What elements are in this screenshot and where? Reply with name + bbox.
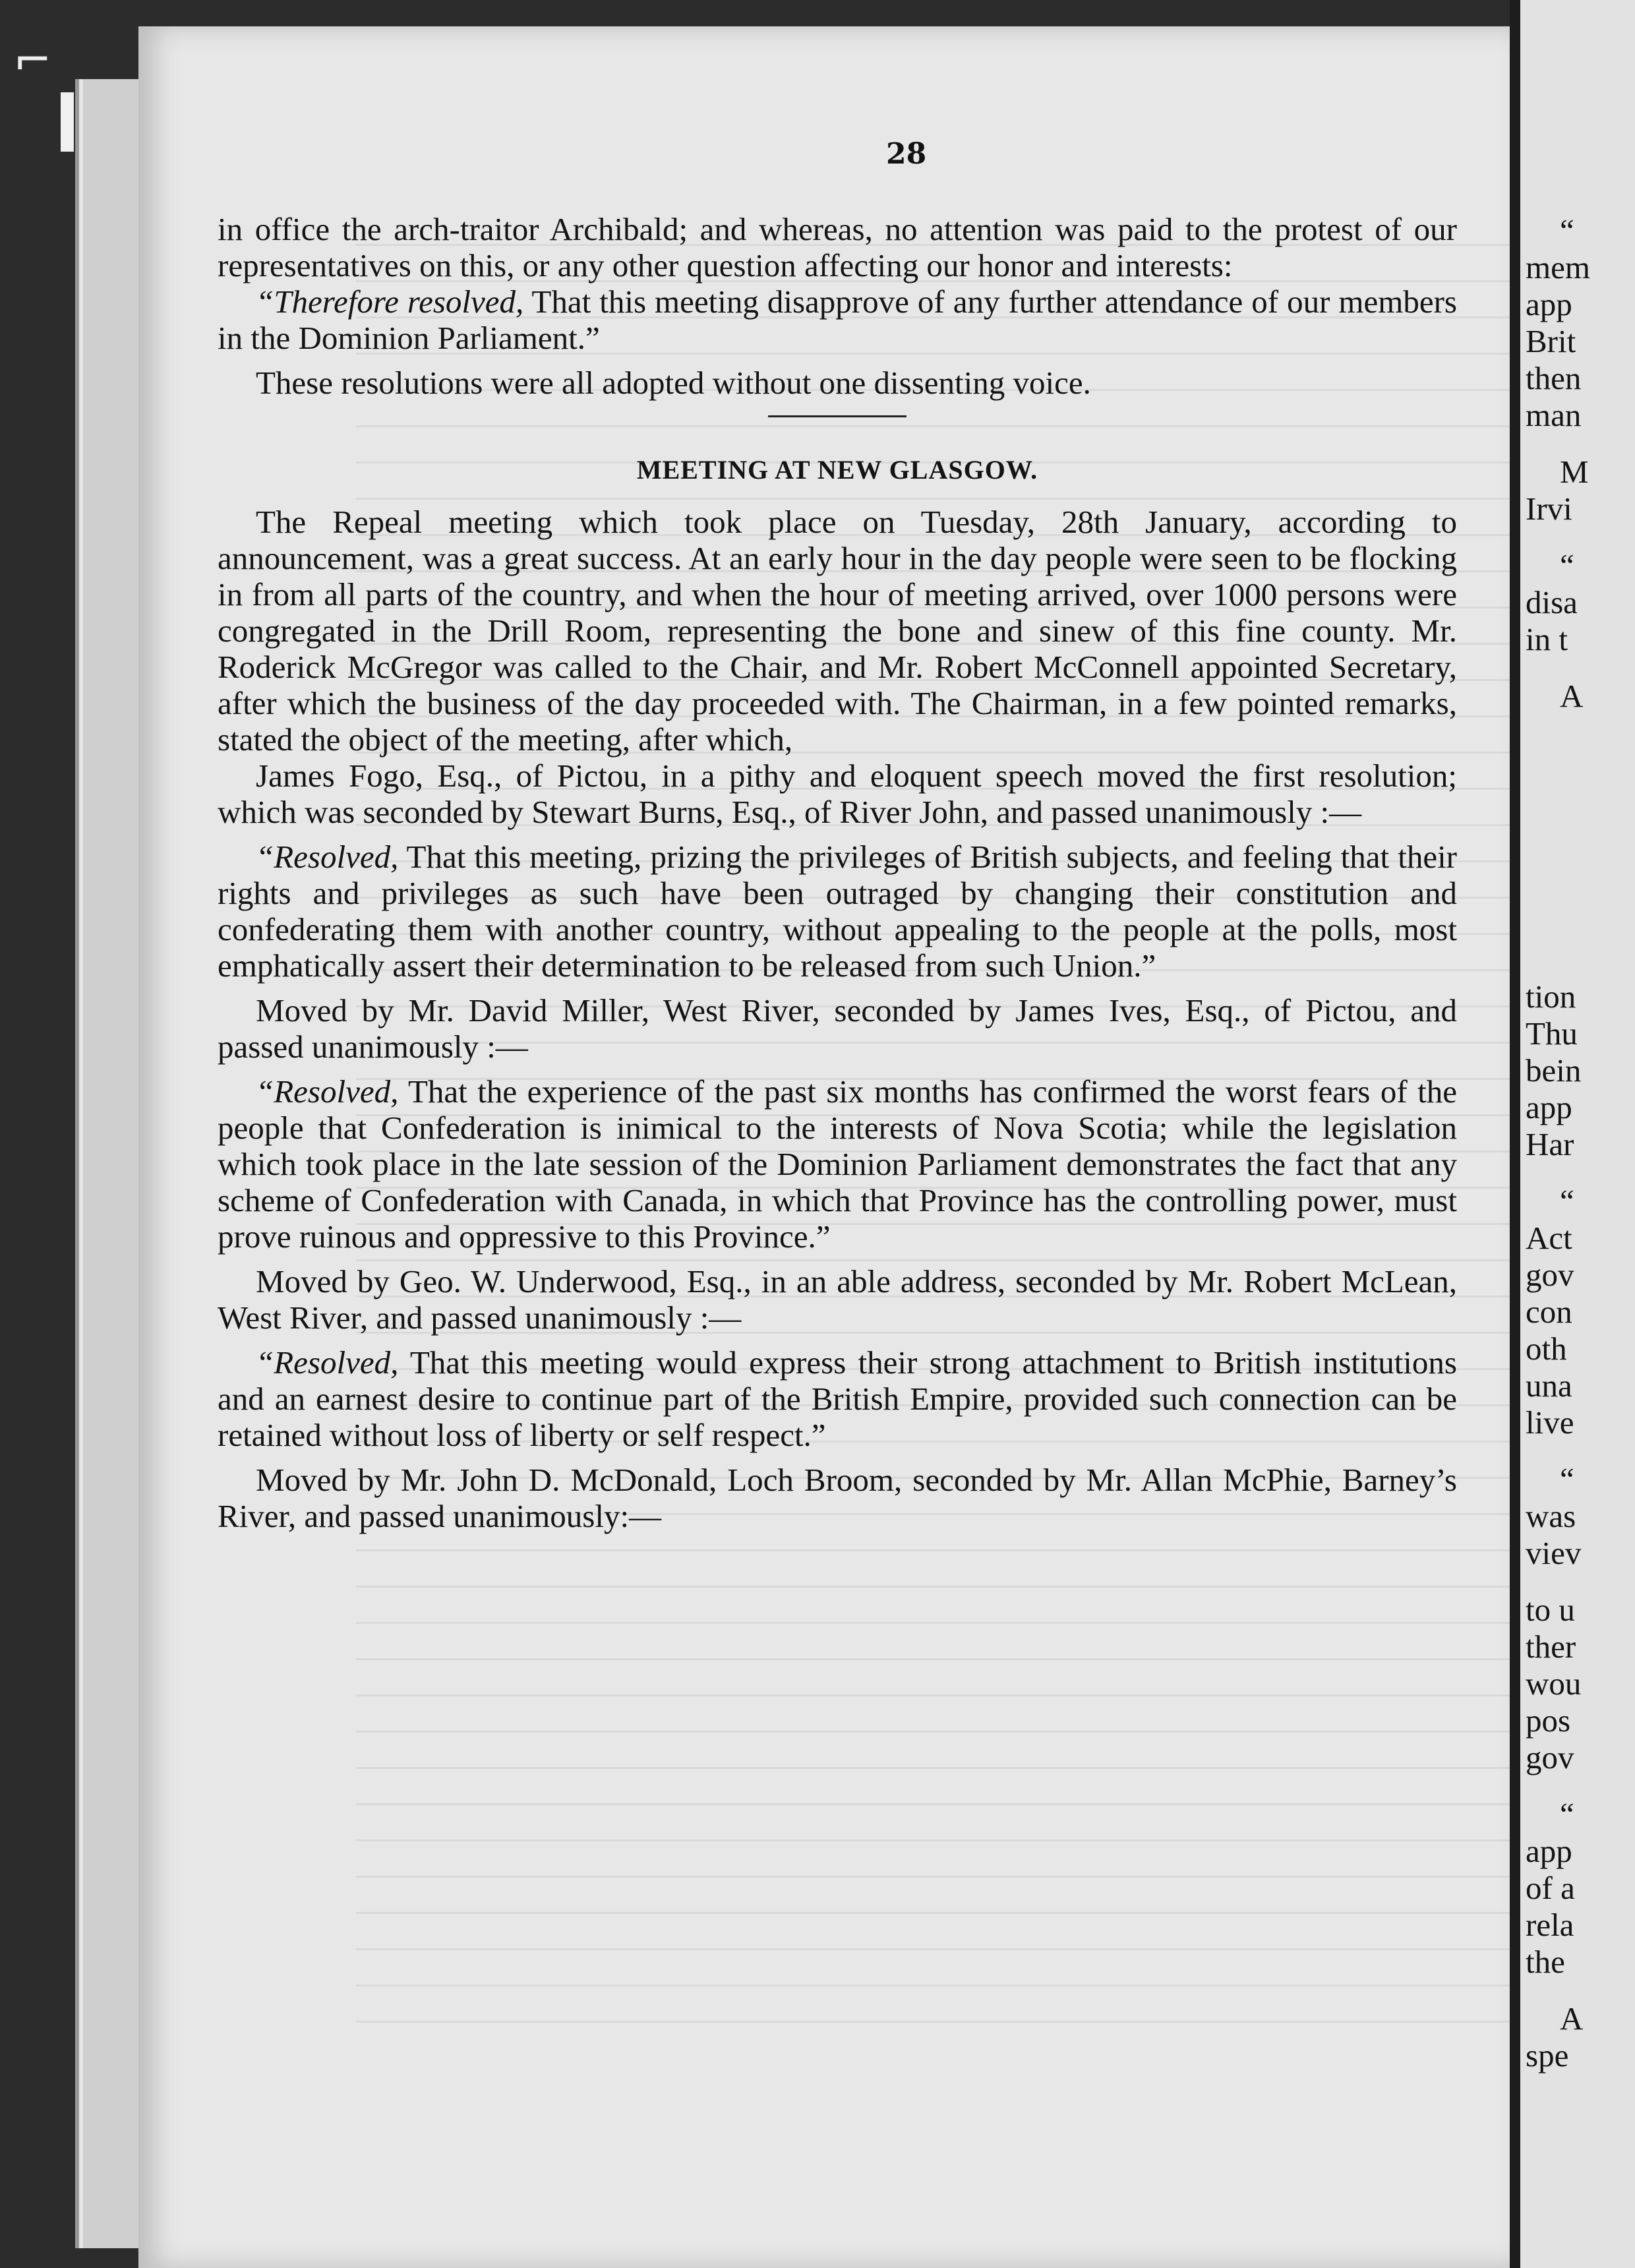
paragraph-text: Moved by Mr. David Miller, West River, seconded by James Ives, Esq., of Pictou, and passed unanimously :— [218,992,1457,1065]
fragment-word: gov [1526,1257,1574,1293]
scan-edge-mark [61,92,74,152]
fragment-word: “ [1560,1183,1574,1219]
fragment-word: then [1526,360,1582,396]
resolved-lead: “Resolved, [256,839,399,875]
fragment-word: of a [1526,1870,1575,1906]
paragraph [218,504,1457,758]
fragment-word: in t [1526,621,1568,657]
fragment-word: Act [1526,1220,1572,1256]
paragraph [218,1263,1457,1336]
fragment-word: tion [1526,978,1576,1015]
fragment-word: app [1526,1833,1572,1869]
fragment-word: disa [1526,584,1578,620]
fragment-word: to u [1526,1592,1575,1628]
fragment-word: gov [1526,1739,1574,1776]
paragraph-text: in office the arch-traitor Archibald; and whereas, no attention was paid to the protest of our representatives on this, or any other question affecting our honor and interests: [218,211,1457,284]
paragraph-text: James Fogo, Esq., of Pictou, in a pithy and eloquent speech moved the first resolution; which was seconded by Stewart Burns, Esq., of River John, and passed unanimously :— [218,758,1457,830]
resolution-paragraph [218,1344,1457,1453]
fragment-word: rela [1526,1907,1574,1943]
section-heading: MEETING AT NEW GLASGOW. [636,455,1038,485]
paragraph-text: Moved by Mr. John D. McDonald, Loch Broom, seconded by Mr. Allan McPhie, Barney’s River, and passed unanimously:— [218,1462,1457,1534]
fragment-word: Brit [1526,323,1576,359]
fragment-word: man [1526,397,1582,433]
fragment-word: app [1526,286,1572,322]
fragment-word: con [1526,1294,1572,1330]
scan-corner-mark: ⌐ [13,33,52,87]
paragraph [218,992,1457,1065]
fragment-word: una [1526,1367,1572,1404]
paragraph [218,1462,1457,1534]
fragment-word: “ [1560,1461,1574,1497]
page-number: 28 [886,137,927,171]
resolved-lead: “Therefore resolved, [256,284,524,320]
paragraph [218,365,1457,401]
fragment-word: M [1560,454,1589,490]
paragraph-text: That this meeting would express their strong attachment to British institutions and an earnest desire to continue part of the British Empire, provided such connection can be retained without loss of liberty or self respect.” [218,1344,1457,1453]
fragment-word: mem [1526,249,1590,285]
fragment-word: Irvi [1526,491,1572,527]
fragment-word: bein [1526,1052,1582,1089]
fragment-word: viev [1526,1535,1582,1571]
fragment-word: A [1560,2000,1584,2037]
fragment-word: was [1526,1498,1576,1534]
paragraph-text: These resolutions were all adopted without one dissenting voice. [256,365,1091,401]
fragment-word: the [1526,1944,1565,1980]
book-gutter [1510,0,1520,2268]
paragraph [218,758,1457,830]
paragraph-text: That this meeting, prizing the privileges of British subjects, and feeling that their rights and privileges as such have been outraged by changing their constitution and confederating them with another country, without appealing to the people at the polls, most emphatically assert their determination to be released from such Union.” [218,839,1457,984]
fragment-word: Thu [1526,1015,1578,1052]
fragment-word: pos [1526,1702,1571,1739]
fragment-word: “ [1560,212,1574,249]
section-divider [768,415,907,417]
fragment-word: “ [1560,1796,1574,1832]
fragment-word: spe [1526,2037,1569,2074]
fragment-word: oth [1526,1330,1567,1367]
fragment-word: wou [1526,1665,1582,1702]
fragment-word: “ [1560,547,1574,583]
page-body [218,211,1457,1534]
paragraph-text: Moved by Geo. W. Underwood, Esq., in an able address, seconded by Mr. Robert McLean, West River, and passed unanimously :— [218,1263,1457,1336]
fragment-word: Har [1526,1126,1574,1162]
resolution-paragraph [218,284,1457,356]
adjacent-page-fragment [1520,0,1635,2268]
resolution-paragraph [218,839,1457,984]
fragment-word: ther [1526,1628,1576,1665]
resolution-paragraph [218,1073,1457,1255]
resolved-lead: “Resolved, [256,1344,399,1381]
fragment-word: app [1526,1089,1572,1125]
paragraph-text: That the experience of the past six months has confirmed the worst fears of the people that Confederation is inimical to the interests of Nova Scotia; while the legislation which took place in the late session of the Dominion Parliament demonstrates the fact that any scheme of Confederation with Canada, in which that Province has the controlling power, must prove ruinous and oppressive to this Province.” [218,1073,1457,1255]
paragraph [218,211,1457,284]
paragraph-text: That this meeting disapprove of any further attendance of our members in the Dominion Parliament.” [218,284,1458,356]
resolved-lead: “Resolved, [256,1073,399,1110]
fragment-word: live [1526,1404,1574,1441]
paragraph-text: The Repeal meeting which took place on Tuesday, 28th January, according to announcement, was a great success. At an early hour in the day people were seen to be flocking in from all parts of the country, and when the hour of meeting arrived, over 1000 persons were congregated in the Drill Room, representing the bone and sinew of this fine county. Mr. Roderick McGregor was called to the Chair, and Mr. Robert McConnell appointed Secretary, after which the business of the day proceeded with. The Chairman, in a few pointed remarks, stated the object of the meeting, after which, [218,504,1457,758]
fragment-word: A [1560,678,1584,714]
